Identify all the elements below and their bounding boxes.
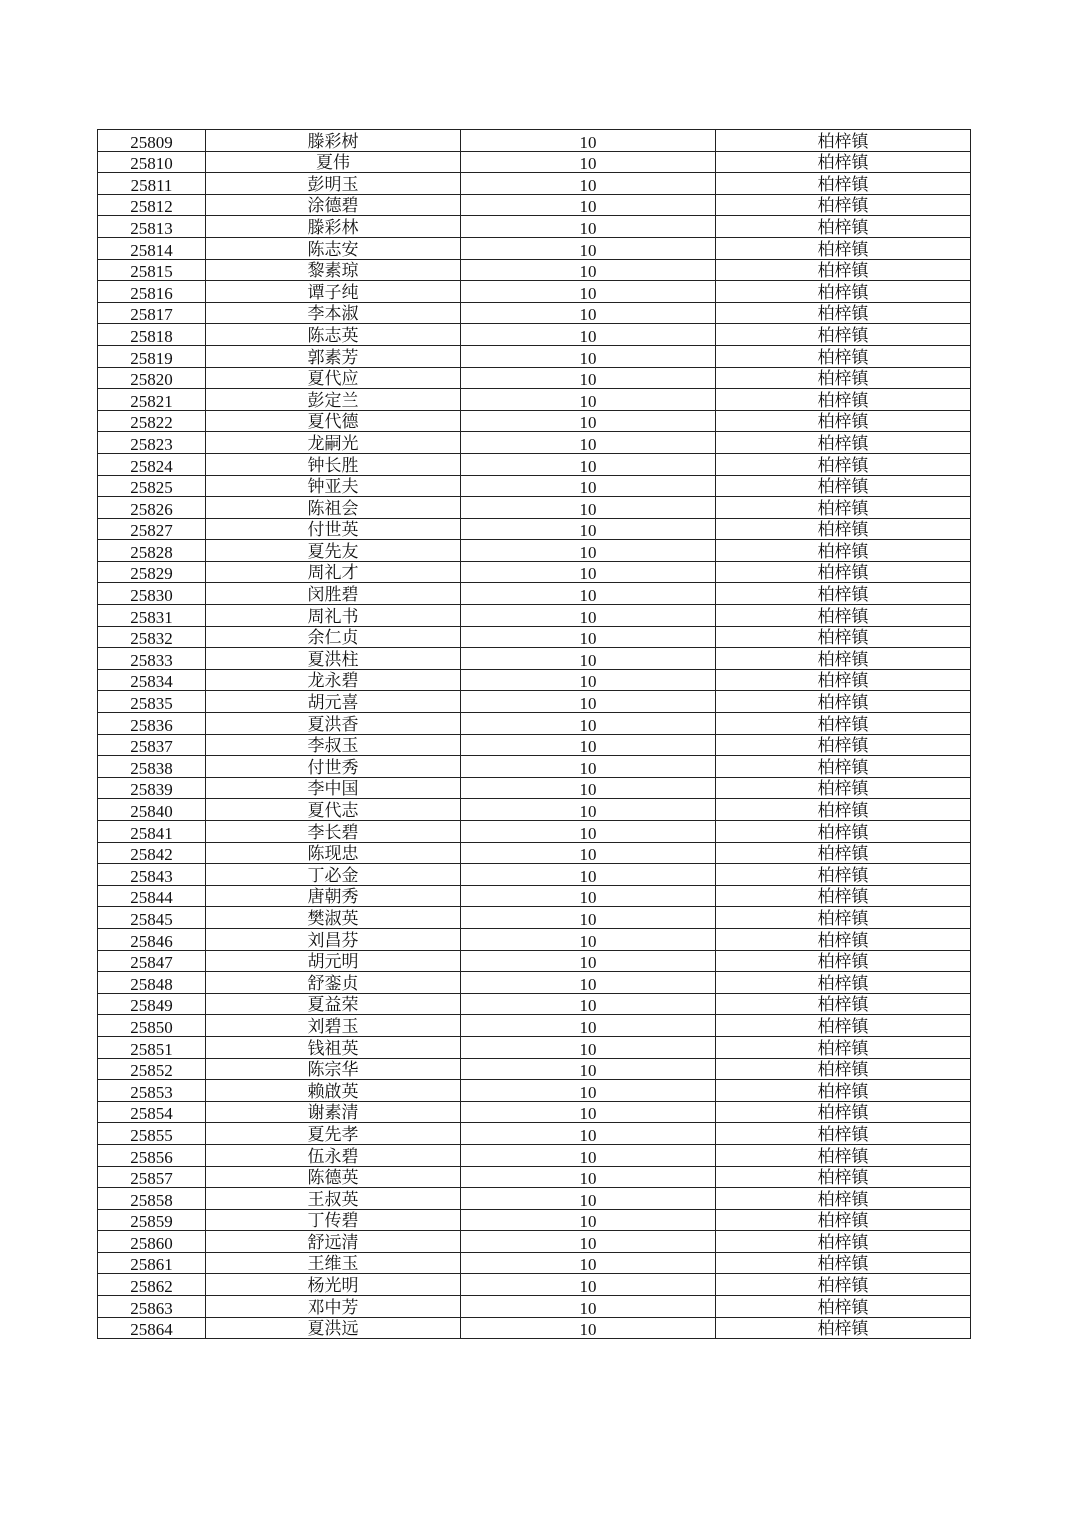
row-id-cell: 25834 [98, 669, 206, 691]
row-id-cell: 25857 [98, 1166, 206, 1188]
row-id-cell: 25825 [98, 475, 206, 497]
table-row [98, 216, 971, 238]
row-town-cell: 柏梓镇 [716, 1144, 971, 1166]
row-town-cell: 柏梓镇 [716, 1274, 971, 1296]
row-amount-cell: 10 [461, 626, 716, 648]
table-row [98, 389, 971, 411]
row-id-cell: 25819 [98, 345, 206, 367]
row-id-cell: 25833 [98, 648, 206, 670]
row-town-cell: 柏梓镇 [716, 1317, 971, 1339]
row-id-cell: 25860 [98, 1231, 206, 1253]
table-row [98, 259, 971, 281]
row-town-cell: 柏梓镇 [716, 540, 971, 562]
row-name-cell: 赖啟英 [206, 1080, 461, 1102]
row-town-cell: 柏梓镇 [716, 734, 971, 756]
row-name-cell: 周礼才 [206, 561, 461, 583]
row-id-cell: 25836 [98, 713, 206, 735]
row-amount-cell: 10 [461, 475, 716, 497]
row-id-cell: 25838 [98, 756, 206, 778]
row-amount-cell: 10 [461, 1188, 716, 1210]
table-row [98, 367, 971, 389]
row-name-cell: 李长碧 [206, 821, 461, 843]
row-name-cell: 陈德英 [206, 1166, 461, 1188]
row-name-cell: 付世秀 [206, 756, 461, 778]
row-name-cell: 夏代应 [206, 367, 461, 389]
row-town-cell: 柏梓镇 [716, 432, 971, 454]
row-amount-cell: 10 [461, 605, 716, 627]
row-name-cell: 滕彩树 [206, 130, 461, 152]
table-row [98, 1317, 971, 1339]
table-row [98, 972, 971, 994]
row-name-cell: 李叔玉 [206, 734, 461, 756]
row-name-cell: 胡元明 [206, 950, 461, 972]
row-amount-cell: 10 [461, 518, 716, 540]
table-row [98, 1209, 971, 1231]
table-row [98, 885, 971, 907]
row-amount-cell: 10 [461, 497, 716, 519]
row-name-cell: 丁传碧 [206, 1209, 461, 1231]
table-row [98, 842, 971, 864]
table-row [98, 1274, 971, 1296]
row-town-cell: 柏梓镇 [716, 259, 971, 281]
row-amount-cell: 10 [461, 669, 716, 691]
row-town-cell: 柏梓镇 [716, 561, 971, 583]
row-id-cell: 25818 [98, 324, 206, 346]
row-amount-cell: 10 [461, 713, 716, 735]
row-id-cell: 25855 [98, 1123, 206, 1145]
row-amount-cell: 10 [461, 453, 716, 475]
row-town-cell: 柏梓镇 [716, 1015, 971, 1037]
row-id-cell: 25809 [98, 130, 206, 152]
row-town-cell: 柏梓镇 [716, 907, 971, 929]
row-amount-cell: 10 [461, 302, 716, 324]
row-amount-cell: 10 [461, 928, 716, 950]
table-row [98, 605, 971, 627]
row-amount-cell: 10 [461, 1231, 716, 1253]
row-name-cell: 彭明玉 [206, 173, 461, 195]
table-row [98, 302, 971, 324]
row-id-cell: 25829 [98, 561, 206, 583]
row-name-cell: 夏伟 [206, 151, 461, 173]
table-row [98, 864, 971, 886]
row-town-cell: 柏梓镇 [716, 691, 971, 713]
row-town-cell: 柏梓镇 [716, 281, 971, 303]
table-row [98, 950, 971, 972]
row-town-cell: 柏梓镇 [716, 583, 971, 605]
row-name-cell: 彭定兰 [206, 389, 461, 411]
row-name-cell: 钱祖英 [206, 1036, 461, 1058]
table-row [98, 713, 971, 735]
row-amount-cell: 10 [461, 1252, 716, 1274]
row-id-cell: 25839 [98, 777, 206, 799]
row-amount-cell: 10 [461, 1058, 716, 1080]
table-row [98, 1015, 971, 1037]
row-name-cell: 夏益荣 [206, 993, 461, 1015]
row-id-cell: 25835 [98, 691, 206, 713]
row-amount-cell: 10 [461, 367, 716, 389]
table-row [98, 1080, 971, 1102]
row-name-cell: 刘碧玉 [206, 1015, 461, 1037]
row-id-cell: 25845 [98, 907, 206, 929]
row-id-cell: 25824 [98, 453, 206, 475]
row-id-cell: 25861 [98, 1252, 206, 1274]
row-amount-cell: 10 [461, 540, 716, 562]
row-amount-cell: 10 [461, 734, 716, 756]
row-name-cell: 刘昌芬 [206, 928, 461, 950]
row-town-cell: 柏梓镇 [716, 1123, 971, 1145]
row-town-cell: 柏梓镇 [716, 410, 971, 432]
row-name-cell: 王维玉 [206, 1252, 461, 1274]
row-town-cell: 柏梓镇 [716, 713, 971, 735]
row-town-cell: 柏梓镇 [716, 777, 971, 799]
table-row [98, 691, 971, 713]
row-town-cell: 柏梓镇 [716, 669, 971, 691]
row-amount-cell: 10 [461, 432, 716, 454]
row-name-cell: 夏洪香 [206, 713, 461, 735]
row-id-cell: 25843 [98, 864, 206, 886]
row-town-cell: 柏梓镇 [716, 194, 971, 216]
row-town-cell: 柏梓镇 [716, 1101, 971, 1123]
row-id-cell: 25846 [98, 928, 206, 950]
row-name-cell: 闵胜碧 [206, 583, 461, 605]
row-amount-cell: 10 [461, 691, 716, 713]
row-name-cell: 钟长胜 [206, 453, 461, 475]
row-amount-cell: 10 [461, 821, 716, 843]
table-row [98, 561, 971, 583]
row-name-cell: 王叔英 [206, 1188, 461, 1210]
table-row [98, 1036, 971, 1058]
row-amount-cell: 10 [461, 799, 716, 821]
row-name-cell: 夏洪柱 [206, 648, 461, 670]
row-town-cell: 柏梓镇 [716, 756, 971, 778]
row-amount-cell: 10 [461, 237, 716, 259]
table-row [98, 130, 971, 152]
row-id-cell: 25811 [98, 173, 206, 195]
row-town-cell: 柏梓镇 [716, 648, 971, 670]
row-town-cell: 柏梓镇 [716, 993, 971, 1015]
row-name-cell: 余仁贞 [206, 626, 461, 648]
table-row [98, 756, 971, 778]
row-town-cell: 柏梓镇 [716, 151, 971, 173]
row-amount-cell: 10 [461, 1036, 716, 1058]
table-row [98, 993, 971, 1015]
row-id-cell: 25816 [98, 281, 206, 303]
row-amount-cell: 10 [461, 410, 716, 432]
row-town-cell: 柏梓镇 [716, 130, 971, 152]
row-amount-cell: 10 [461, 324, 716, 346]
row-amount-cell: 10 [461, 194, 716, 216]
row-id-cell: 25850 [98, 1015, 206, 1037]
row-id-cell: 25812 [98, 194, 206, 216]
row-id-cell: 25822 [98, 410, 206, 432]
table-row [98, 475, 971, 497]
row-amount-cell: 10 [461, 130, 716, 152]
table-body [98, 130, 971, 1339]
row-name-cell: 丁必金 [206, 864, 461, 886]
row-amount-cell: 10 [461, 1166, 716, 1188]
row-amount-cell: 10 [461, 972, 716, 994]
table-row [98, 1296, 971, 1318]
row-id-cell: 25841 [98, 821, 206, 843]
row-town-cell: 柏梓镇 [716, 1209, 971, 1231]
row-name-cell: 陈祖会 [206, 497, 461, 519]
row-id-cell: 25813 [98, 216, 206, 238]
row-name-cell: 陈现忠 [206, 842, 461, 864]
row-id-cell: 25848 [98, 972, 206, 994]
row-id-cell: 25858 [98, 1188, 206, 1210]
row-id-cell: 25844 [98, 885, 206, 907]
row-amount-cell: 10 [461, 1101, 716, 1123]
row-id-cell: 25830 [98, 583, 206, 605]
row-id-cell: 25814 [98, 237, 206, 259]
row-name-cell: 陈志英 [206, 324, 461, 346]
row-amount-cell: 10 [461, 950, 716, 972]
table-row [98, 173, 971, 195]
row-id-cell: 25863 [98, 1296, 206, 1318]
row-amount-cell: 10 [461, 583, 716, 605]
row-name-cell: 谢素清 [206, 1101, 461, 1123]
recipient-table [97, 129, 971, 1339]
table-row [98, 1101, 971, 1123]
table-row [98, 777, 971, 799]
row-town-cell: 柏梓镇 [716, 475, 971, 497]
row-name-cell: 涂德碧 [206, 194, 461, 216]
row-name-cell: 陈宗华 [206, 1058, 461, 1080]
table-row [98, 1188, 971, 1210]
row-name-cell: 黎素琼 [206, 259, 461, 281]
row-town-cell: 柏梓镇 [716, 1080, 971, 1102]
row-id-cell: 25828 [98, 540, 206, 562]
row-name-cell: 郭素芳 [206, 345, 461, 367]
row-amount-cell: 10 [461, 1123, 716, 1145]
row-town-cell: 柏梓镇 [716, 1296, 971, 1318]
row-town-cell: 柏梓镇 [716, 345, 971, 367]
row-town-cell: 柏梓镇 [716, 1231, 971, 1253]
row-name-cell: 李中国 [206, 777, 461, 799]
row-id-cell: 25856 [98, 1144, 206, 1166]
row-amount-cell: 10 [461, 993, 716, 1015]
row-id-cell: 25862 [98, 1274, 206, 1296]
table-row [98, 237, 971, 259]
row-amount-cell: 10 [461, 259, 716, 281]
row-name-cell: 邓中芳 [206, 1296, 461, 1318]
row-town-cell: 柏梓镇 [716, 864, 971, 886]
row-name-cell: 夏代德 [206, 410, 461, 432]
row-id-cell: 25827 [98, 518, 206, 540]
row-amount-cell: 10 [461, 1296, 716, 1318]
table-row [98, 1058, 971, 1080]
row-amount-cell: 10 [461, 842, 716, 864]
row-town-cell: 柏梓镇 [716, 453, 971, 475]
row-name-cell: 龙嗣光 [206, 432, 461, 454]
row-amount-cell: 10 [461, 561, 716, 583]
row-town-cell: 柏梓镇 [716, 1252, 971, 1274]
table-row [98, 1123, 971, 1145]
row-name-cell: 付世英 [206, 518, 461, 540]
row-id-cell: 25810 [98, 151, 206, 173]
table-row [98, 734, 971, 756]
row-town-cell: 柏梓镇 [716, 324, 971, 346]
table-row [98, 281, 971, 303]
row-name-cell: 舒銮贞 [206, 972, 461, 994]
row-amount-cell: 10 [461, 216, 716, 238]
row-town-cell: 柏梓镇 [716, 1188, 971, 1210]
table-row [98, 1144, 971, 1166]
table-row [98, 583, 971, 605]
row-town-cell: 柏梓镇 [716, 972, 971, 994]
table-row [98, 518, 971, 540]
row-name-cell: 钟亚夫 [206, 475, 461, 497]
row-name-cell: 龙永碧 [206, 669, 461, 691]
row-town-cell: 柏梓镇 [716, 1058, 971, 1080]
table-row [98, 626, 971, 648]
table-row [98, 1166, 971, 1188]
table-row [98, 928, 971, 950]
table-row [98, 907, 971, 929]
row-name-cell: 滕彩林 [206, 216, 461, 238]
table-row [98, 799, 971, 821]
row-name-cell: 周礼书 [206, 605, 461, 627]
table-row [98, 1231, 971, 1253]
row-name-cell: 李本淑 [206, 302, 461, 324]
row-town-cell: 柏梓镇 [716, 821, 971, 843]
row-id-cell: 25831 [98, 605, 206, 627]
row-id-cell: 25851 [98, 1036, 206, 1058]
table-row [98, 669, 971, 691]
row-amount-cell: 10 [461, 1317, 716, 1339]
row-id-cell: 25837 [98, 734, 206, 756]
row-town-cell: 柏梓镇 [716, 950, 971, 972]
table-row [98, 432, 971, 454]
row-id-cell: 25832 [98, 626, 206, 648]
row-id-cell: 25849 [98, 993, 206, 1015]
row-name-cell: 唐朝秀 [206, 885, 461, 907]
table-row [98, 345, 971, 367]
row-amount-cell: 10 [461, 648, 716, 670]
table-row [98, 453, 971, 475]
row-amount-cell: 10 [461, 1274, 716, 1296]
row-name-cell: 夏代志 [206, 799, 461, 821]
row-id-cell: 25852 [98, 1058, 206, 1080]
row-amount-cell: 10 [461, 1015, 716, 1037]
row-id-cell: 25823 [98, 432, 206, 454]
row-name-cell: 伍永碧 [206, 1144, 461, 1166]
row-id-cell: 25842 [98, 842, 206, 864]
table-row [98, 410, 971, 432]
row-town-cell: 柏梓镇 [716, 216, 971, 238]
row-town-cell: 柏梓镇 [716, 842, 971, 864]
row-town-cell: 柏梓镇 [716, 1036, 971, 1058]
table-row [98, 194, 971, 216]
row-id-cell: 25821 [98, 389, 206, 411]
row-amount-cell: 10 [461, 1209, 716, 1231]
table-row [98, 1252, 971, 1274]
row-name-cell: 谭子纯 [206, 281, 461, 303]
table-row [98, 821, 971, 843]
row-town-cell: 柏梓镇 [716, 518, 971, 540]
row-name-cell: 樊淑英 [206, 907, 461, 929]
row-amount-cell: 10 [461, 281, 716, 303]
row-name-cell: 杨光明 [206, 1274, 461, 1296]
row-id-cell: 25854 [98, 1101, 206, 1123]
row-town-cell: 柏梓镇 [716, 799, 971, 821]
row-id-cell: 25847 [98, 950, 206, 972]
row-name-cell: 陈志安 [206, 237, 461, 259]
row-id-cell: 25826 [98, 497, 206, 519]
row-name-cell: 夏洪远 [206, 1317, 461, 1339]
row-town-cell: 柏梓镇 [716, 302, 971, 324]
row-id-cell: 25817 [98, 302, 206, 324]
row-name-cell: 夏先孝 [206, 1123, 461, 1145]
table-row [98, 497, 971, 519]
row-amount-cell: 10 [461, 345, 716, 367]
row-amount-cell: 10 [461, 885, 716, 907]
row-town-cell: 柏梓镇 [716, 389, 971, 411]
row-town-cell: 柏梓镇 [716, 1166, 971, 1188]
row-town-cell: 柏梓镇 [716, 367, 971, 389]
row-name-cell: 夏先友 [206, 540, 461, 562]
row-amount-cell: 10 [461, 1080, 716, 1102]
table-row [98, 151, 971, 173]
row-amount-cell: 10 [461, 777, 716, 799]
row-amount-cell: 10 [461, 389, 716, 411]
row-id-cell: 25853 [98, 1080, 206, 1102]
row-amount-cell: 10 [461, 864, 716, 886]
table-row [98, 540, 971, 562]
row-amount-cell: 10 [461, 1144, 716, 1166]
table-row [98, 324, 971, 346]
row-name-cell: 胡元喜 [206, 691, 461, 713]
row-town-cell: 柏梓镇 [716, 626, 971, 648]
row-town-cell: 柏梓镇 [716, 885, 971, 907]
row-amount-cell: 10 [461, 756, 716, 778]
row-id-cell: 25840 [98, 799, 206, 821]
row-name-cell: 舒远清 [206, 1231, 461, 1253]
table-row [98, 648, 971, 670]
row-town-cell: 柏梓镇 [716, 237, 971, 259]
row-town-cell: 柏梓镇 [716, 928, 971, 950]
row-id-cell: 25820 [98, 367, 206, 389]
row-amount-cell: 10 [461, 907, 716, 929]
row-town-cell: 柏梓镇 [716, 497, 971, 519]
row-town-cell: 柏梓镇 [716, 173, 971, 195]
row-amount-cell: 10 [461, 173, 716, 195]
row-town-cell: 柏梓镇 [716, 605, 971, 627]
row-id-cell: 25859 [98, 1209, 206, 1231]
row-id-cell: 25864 [98, 1317, 206, 1339]
row-id-cell: 25815 [98, 259, 206, 281]
row-amount-cell: 10 [461, 151, 716, 173]
